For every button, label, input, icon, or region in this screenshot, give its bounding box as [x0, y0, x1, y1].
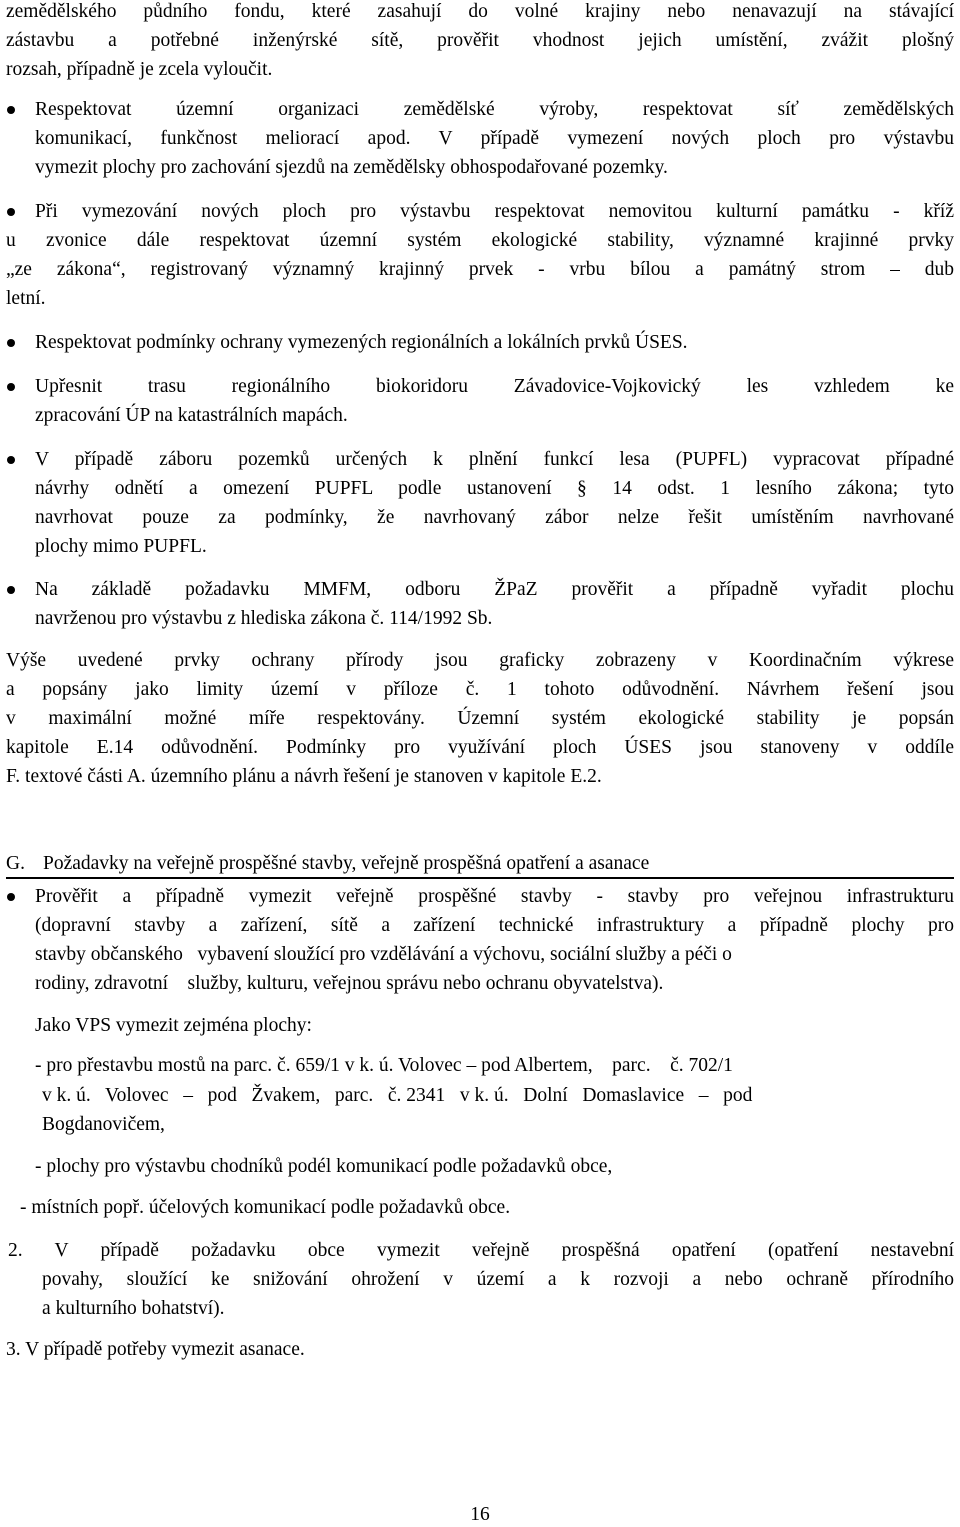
- text-line: (dopravní stavby a zařízení, sítě a zařízení technické infrastruktury a případně plochy pro: [35, 915, 954, 936]
- text-line: plochy mimo PUPFL.: [35, 536, 207, 557]
- section-divider: [6, 877, 954, 879]
- text-line: povahy, sloužící ke snižování ohrožení v území a k rozvoji a nebo ochraně přírodního: [42, 1269, 954, 1290]
- bullet-icon: [7, 106, 15, 114]
- text-line: vymezit plochy pro zachování sjezdů na zemědělsky obhospodařované pozemky.: [35, 157, 668, 178]
- text-line: a popsány jako limity území v příloze č. 1 tohoto odůvodnění. Návrhem řešení jsou: [6, 679, 954, 700]
- page-number: 16: [470, 1504, 490, 1525]
- text-line: navrženou pro výstavbu z hlediska zákona č. 114/1992 Sb.: [35, 608, 493, 629]
- text-line: návrhy odnětí a omezení PUPFL podle ustanovení § 14 odst. 1 lesního zákona; tyto: [35, 478, 954, 499]
- text-line: navrhovat pouze za podmínky, že navrhovaný zábor nelze řešit umístěním navrhované: [35, 507, 954, 528]
- section-number: G.: [6, 853, 25, 874]
- text-line: zástavbu a potřebné inženýrské sítě, prověřit vhodnost jejich umístění, zvážit plošný: [6, 30, 954, 51]
- text-line: rodiny, zdravotní služby, kulturu, veřejnou správu nebo ochranu obyvatelstva).: [35, 973, 664, 994]
- text-line: komunikací, funkčnost meliorací apod. V případě vymezení nových ploch pro výstavbu: [35, 128, 954, 149]
- text-line: - plochy pro výstavbu chodníků podél komunikací podle požadavků obce,: [35, 1156, 613, 1177]
- text-line: Respektovat podmínky ochrany vymezených regionálních a lokálních prvků ÚSES.: [35, 332, 688, 353]
- text-line: v k. ú. Volovec – pod Žvakem, parc. č. 2341 v k. ú. Dolní Domaslavice – pod: [42, 1085, 753, 1106]
- vps-intro: Jako VPS vymezit zejména plochy:: [35, 1015, 312, 1036]
- bullet-icon: [7, 383, 15, 391]
- bullet-icon: [7, 208, 15, 216]
- text-line: u zvonice dále respektovat územní systém ekologické stability, významné krajinné prvky: [6, 230, 954, 251]
- text-line: rozsah, případně je zcela vyloučit.: [6, 59, 273, 80]
- text-line: zpracování ÚP na katastrálních mapách.: [35, 405, 348, 426]
- text-line: Bogdanovičem,: [42, 1114, 165, 1135]
- text-line: - místních popř. účelových komunikací podle požadavků obce.: [20, 1197, 511, 1218]
- text-line: letní.: [6, 288, 46, 309]
- bullet-icon: [7, 456, 15, 464]
- text-line: v maximální možné míře respektovány. Územní systém ekologické stability je popsán: [6, 708, 954, 729]
- text-line: „ze zákona“, registrovaný významný krajinný prvek - vrbu bílou a památný strom – dub: [6, 259, 954, 280]
- section-title: Požadavky na veřejně prospěšné stavby, veřejně prospěšná opatření a asanace: [43, 853, 650, 874]
- text-line: kapitole E.14 odůvodnění. Podmínky pro využívání ploch ÚSES jsou stanoveny v oddíle: [6, 737, 954, 758]
- text-line: V případě záboru pozemků určených k plnění funkcí lesa (PUPFL) vypracovat případné: [35, 449, 954, 470]
- text-line: Při vymezování nových ploch pro výstavbu respektovat nemovitou kulturní památku - kříž: [35, 201, 954, 222]
- text-line: Výše uvedené prvky ochrany přírody jsou graficky zobrazeny v Koordinačním výkrese: [6, 650, 954, 671]
- text-line: 2. V případě požadavku obce vymezit veřejně prospěšná opatření (opatření nestavební: [8, 1240, 954, 1261]
- text-line: - pro přestavbu mostů na parc. č. 659/1 v k. ú. Volovec – pod Albertem, parc. č. 702/1: [35, 1055, 733, 1076]
- text-line: Upřesnit trasu regionálního biokoridoru Závadovice-Vojkovický les vzhledem ke: [35, 376, 954, 397]
- bullet-icon: [7, 893, 15, 901]
- text-line: a kulturního bohatství).: [42, 1298, 225, 1319]
- text-line: 3. V případě potřeby vymezit asanace.: [6, 1339, 305, 1360]
- bullet-icon: [7, 586, 15, 594]
- text-line: zemědělského půdního fondu, které zasahují do volné krajiny nebo nenavazují na stávající: [6, 1, 954, 22]
- text-line: F. textové části A. územního plánu a návrh řešení je stanoven v kapitole E.2.: [6, 766, 602, 787]
- text-line: Na základě požadavku MMFM, odboru ŽPaZ prověřit a případně vyřadit plochu: [35, 579, 954, 600]
- text-line: stavby občanského vybavení sloužící pro vzdělávání a výchovu, sociální služby a péči o: [35, 944, 732, 965]
- text-line: Respektovat územní organizaci zemědělské výroby, respektovat síť zemědělských: [35, 99, 954, 120]
- text-line: Prověřit a případně vymezit veřejně prospěšné stavby - stavby pro veřejnou infrastrukturu: [35, 886, 954, 907]
- bullet-icon: [7, 339, 15, 347]
